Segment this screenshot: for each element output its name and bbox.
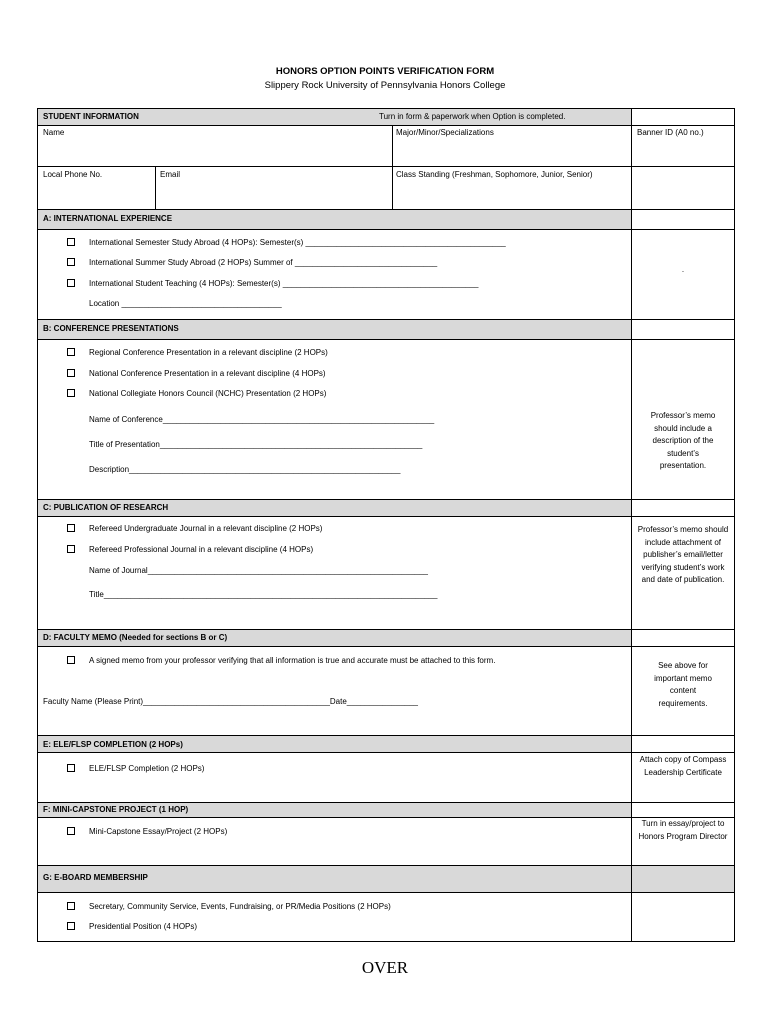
checkbox-e1[interactable] [67, 764, 75, 772]
class-standing-field-label[interactable]: Class Standing (Freshman, Sophomore, Junior, Senior) [396, 170, 593, 179]
name-field-label[interactable]: Name [43, 128, 65, 137]
form-subtitle: Slippery Rock University of Pennsylvania Honors College [264, 80, 506, 91]
section-e-item: ELE/FLSP Completion (2 HOPs) [89, 764, 205, 773]
student-info-heading: STUDENT INFORMATION [43, 112, 139, 121]
checkbox-f1[interactable] [67, 827, 75, 835]
email-column-divider [155, 166, 156, 209]
section-a-item: International Semester Study Abroad (4 HOPs): Semester(s) _____________________________________________ [89, 238, 506, 247]
table-top [37, 108, 735, 109]
checkbox-b3[interactable] [67, 389, 75, 397]
table-bottom [37, 941, 735, 942]
banner-id-field-label[interactable]: Banner ID (A0 no.) [637, 128, 704, 137]
student-info-note: Turn in form & paperwork when Option is completed. [379, 112, 566, 121]
section-f-item: Mini-Capstone Essay/Project (2 HOPs) [89, 827, 228, 836]
over-label: OVER [361, 958, 409, 977]
section-d-side-note: See above for important memo content requirements. [654, 661, 712, 708]
section-b-heading: B: CONFERENCE PRESENTATIONS [43, 324, 179, 333]
email-field-label[interactable]: Email [160, 170, 181, 179]
section-c-heading: C: PUBLICATION OF RESEARCH [43, 503, 169, 512]
section-g-item: Secretary, Community Service, Events, Fundraising, or PR/Media Positions (2 HOPs) [89, 902, 391, 911]
row-line [37, 752, 735, 753]
checkbox-a3[interactable] [67, 279, 75, 287]
section-b-item: National Collegiate Honors Council (NCHC) Presentation (2 HOPs) [89, 389, 327, 398]
major-field-label[interactable]: Major/Minor/Specializations [396, 128, 494, 137]
section-d-heading: D: FACULTY MEMO (Needed for sections B or C) [43, 633, 228, 642]
row-line [37, 865, 735, 866]
section-e-side-note: Attach copy of Compass Leadership Certificate [639, 755, 727, 777]
section-b-item: National Conference Presentation in a relevant discipline (4 HOPs) [89, 369, 326, 378]
section-c-item: Refereed Professional Journal in a relevant discipline (4 HOPs) [89, 545, 314, 554]
row-line [37, 892, 735, 893]
row-line [37, 735, 735, 736]
section-c-item: Refereed Undergraduate Journal in a relevant discipline (2 HOPs) [89, 524, 323, 533]
phone-field-label[interactable]: Local Phone No. [43, 170, 103, 179]
checkbox-a1[interactable] [67, 238, 75, 246]
row-line [37, 646, 735, 647]
conference-name-field[interactable]: Name of Conference_____________________________________________________________ [89, 415, 435, 424]
form-title: HONORS OPTION POINTS VERIFICATION FORM [275, 66, 495, 77]
row-line [37, 166, 735, 167]
section-b-side-note: Professor’s memo should include a description of the student’s presentation. [650, 411, 716, 470]
section-c-side-note: Professor’s memo should include attachment of publisher’s email/letter verifying student’s work and date of publication. [637, 525, 729, 584]
row-line [37, 209, 735, 210]
faculty-name-field[interactable]: Faculty Name (Please Print)__________________________________________Date________________ [43, 697, 418, 706]
major-column-divider [392, 125, 393, 209]
row-line [37, 125, 735, 126]
checkbox-c2[interactable] [67, 545, 75, 553]
publication-title-field[interactable]: Title___________________________________________________________________________ [89, 590, 438, 599]
row-line [37, 802, 735, 803]
checkbox-c1[interactable] [67, 524, 75, 532]
row-line [37, 499, 735, 500]
section-a-heading: A: INTERNATIONAL EXPERIENCE [43, 214, 173, 223]
checkbox-a2[interactable] [67, 258, 75, 266]
journal-name-field[interactable]: Name of Journal_______________________________________________________________ [89, 566, 428, 575]
checkbox-g1[interactable] [67, 902, 75, 910]
row-line [37, 319, 735, 320]
row-line [37, 817, 735, 818]
checkbox-b1[interactable] [67, 348, 75, 356]
presentation-title-field[interactable]: Title of Presentation___________________________________________________________ [89, 440, 423, 449]
section-a-item: International Student Teaching (4 HOPs): Semester(s) ____________________________________________ [89, 279, 479, 288]
description-field[interactable]: Description_____________________________________________________________ [89, 465, 401, 474]
section-g-item: Presidential Position (4 HOPs) [89, 922, 198, 931]
row-line [37, 629, 735, 630]
section-f-side-note: Turn in essay/project to Honors Program Director [638, 819, 728, 841]
row-line [37, 229, 735, 230]
section-g-heading: G: E-BOARD MEMBERSHIP [43, 873, 148, 882]
section-a-side-note: . [681, 265, 685, 274]
row-line [37, 516, 735, 517]
section-b-item: Regional Conference Presentation in a relevant discipline (2 HOPs) [89, 348, 328, 357]
section-d-item: A signed memo from your professor verifying that all information is true and accurate must be attached to this form. [89, 656, 496, 665]
section-e-heading: E: ELE/FLSP COMPLETION (2 HOPs) [43, 740, 183, 749]
location-field[interactable]: Location ____________________________________ [89, 299, 282, 308]
row-line [37, 339, 735, 340]
section-f-heading: F: MINI-CAPSTONE PROJECT (1 HOP) [43, 805, 189, 814]
checkbox-d1[interactable] [67, 656, 75, 664]
section-a-item: International Summer Study Abroad (2 HOPs) Summer of ________________________________ [89, 258, 438, 267]
checkbox-g2[interactable] [67, 922, 75, 930]
checkbox-b2[interactable] [67, 369, 75, 377]
